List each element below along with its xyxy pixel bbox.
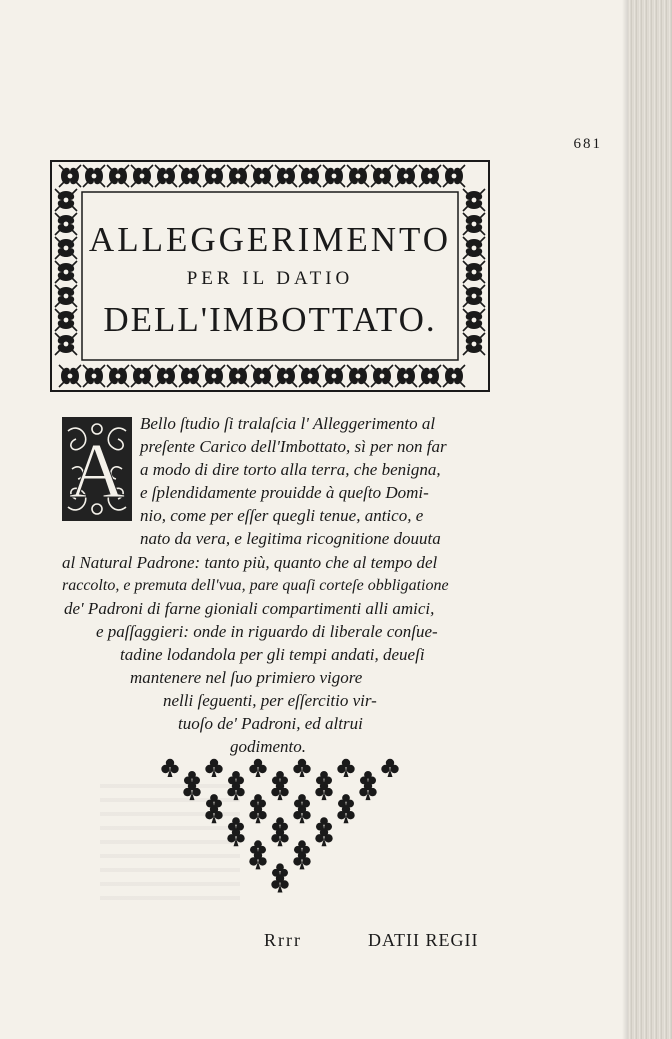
border-motif — [131, 365, 153, 387]
border-motif — [395, 165, 417, 187]
border-motif — [155, 365, 177, 387]
drop-cap-ornament — [62, 417, 132, 521]
fleuron-mark — [381, 759, 398, 777]
border-motif — [323, 365, 345, 387]
border-motif — [55, 189, 77, 211]
border-motif — [107, 365, 129, 387]
border-motif — [251, 365, 273, 387]
catchword: DATII REGII — [368, 930, 479, 950]
page-edge — [628, 0, 672, 1039]
body-line: raccolto, e premuta dell'vua, pare quaſi corteſe obbligatione — [62, 577, 449, 594]
border-motif — [179, 165, 201, 187]
border-motif — [275, 365, 297, 387]
drop-cap-letter: A — [68, 427, 126, 514]
body-line: de' Padroni di farne gioniali compartimenti alli amici, — [64, 599, 435, 618]
border-motif — [395, 365, 417, 387]
body-line: godimento. — [230, 737, 307, 756]
border-motif — [463, 189, 485, 211]
fleuron-mark — [359, 782, 376, 800]
fleuron-mark — [205, 759, 222, 777]
body-line: nio, come per eſſer quegli tenue, antico, e — [140, 506, 424, 525]
border-motif — [419, 165, 441, 187]
fleuron-mark — [337, 805, 354, 823]
fleuron-mark — [227, 782, 244, 800]
heading-line-3: DELL'IMBOTTATO. — [103, 300, 437, 339]
border-motif — [443, 365, 465, 387]
body-line: al Natural Padrone: tanto più, quanto che al tempo del — [62, 553, 438, 572]
border-motif — [371, 365, 393, 387]
fleuron-mark — [227, 828, 244, 846]
fleuron-mark — [337, 759, 354, 777]
border-motif — [83, 165, 105, 187]
border-motif — [251, 165, 273, 187]
heading-frame — [50, 160, 490, 392]
border-motif — [203, 165, 225, 187]
border-motif — [347, 365, 369, 387]
fleuron-mark — [205, 805, 222, 823]
border-motif — [443, 165, 465, 187]
body-line: a modo di dire torto alla terra, che benigna, — [140, 460, 441, 479]
border-motif — [83, 365, 105, 387]
fleuron-mark — [249, 851, 266, 869]
border-motif — [275, 165, 297, 187]
fleuron-mark — [183, 782, 200, 800]
body-line: tuoſo de' Padroni, ed altrui — [178, 714, 363, 733]
fleuron-mark — [161, 759, 178, 777]
fleuron-mark — [271, 874, 288, 892]
heading-line-2: PER IL DATIO — [186, 268, 354, 289]
border-motif — [227, 365, 249, 387]
fleuron-mark — [271, 828, 288, 846]
body-line: tadine lodandola per gli tempi andati, deueſi — [120, 645, 425, 664]
border-motif — [155, 165, 177, 187]
body-line: nato da vera, e legitima ricognitione douuta — [140, 529, 441, 548]
fleuron-mark — [271, 782, 288, 800]
fleuron-mark — [293, 759, 310, 777]
border-motif — [203, 365, 225, 387]
border-motif — [59, 365, 81, 387]
fleuron-mark — [293, 805, 310, 823]
border-motif — [107, 165, 129, 187]
body-line: preſente Carico dell'Imbottato, sì per non far — [140, 437, 447, 456]
border-motif — [131, 165, 153, 187]
border-motif — [59, 165, 81, 187]
page-number: 681 — [573, 136, 602, 152]
fleuron-mark — [249, 759, 266, 777]
border-motif — [323, 165, 345, 187]
fleuron-mark — [315, 828, 332, 846]
border-motif — [347, 165, 369, 187]
border-motif — [299, 165, 321, 187]
body-line: nelli ſeguenti, per eſſercitio vir- — [163, 691, 377, 710]
border-motif — [419, 365, 441, 387]
signature-mark: Rrrr — [264, 930, 302, 950]
trefoil-ornament — [140, 755, 420, 895]
body-line: mantenere nel ſuo primiero vigore — [130, 668, 363, 687]
fleuron-mark — [249, 805, 266, 823]
body-line: e paſſaggieri: onde in riguardo di liberale conſue- — [96, 622, 438, 641]
heading-line-1: ALLEGGERIMENTO — [88, 220, 452, 259]
fleuron-mark — [315, 782, 332, 800]
body-line: Bello ſtudio ſi tralaſcia l' Alleggerimento al — [140, 414, 436, 433]
border-motif — [227, 165, 249, 187]
drop-cap — [62, 417, 132, 521]
border-motif — [299, 365, 321, 387]
fleuron-mark — [293, 851, 310, 869]
border-motif — [371, 165, 393, 187]
border-motif — [179, 365, 201, 387]
body-line: e ſplendidamente prouidde à queſto Domi- — [140, 483, 429, 502]
